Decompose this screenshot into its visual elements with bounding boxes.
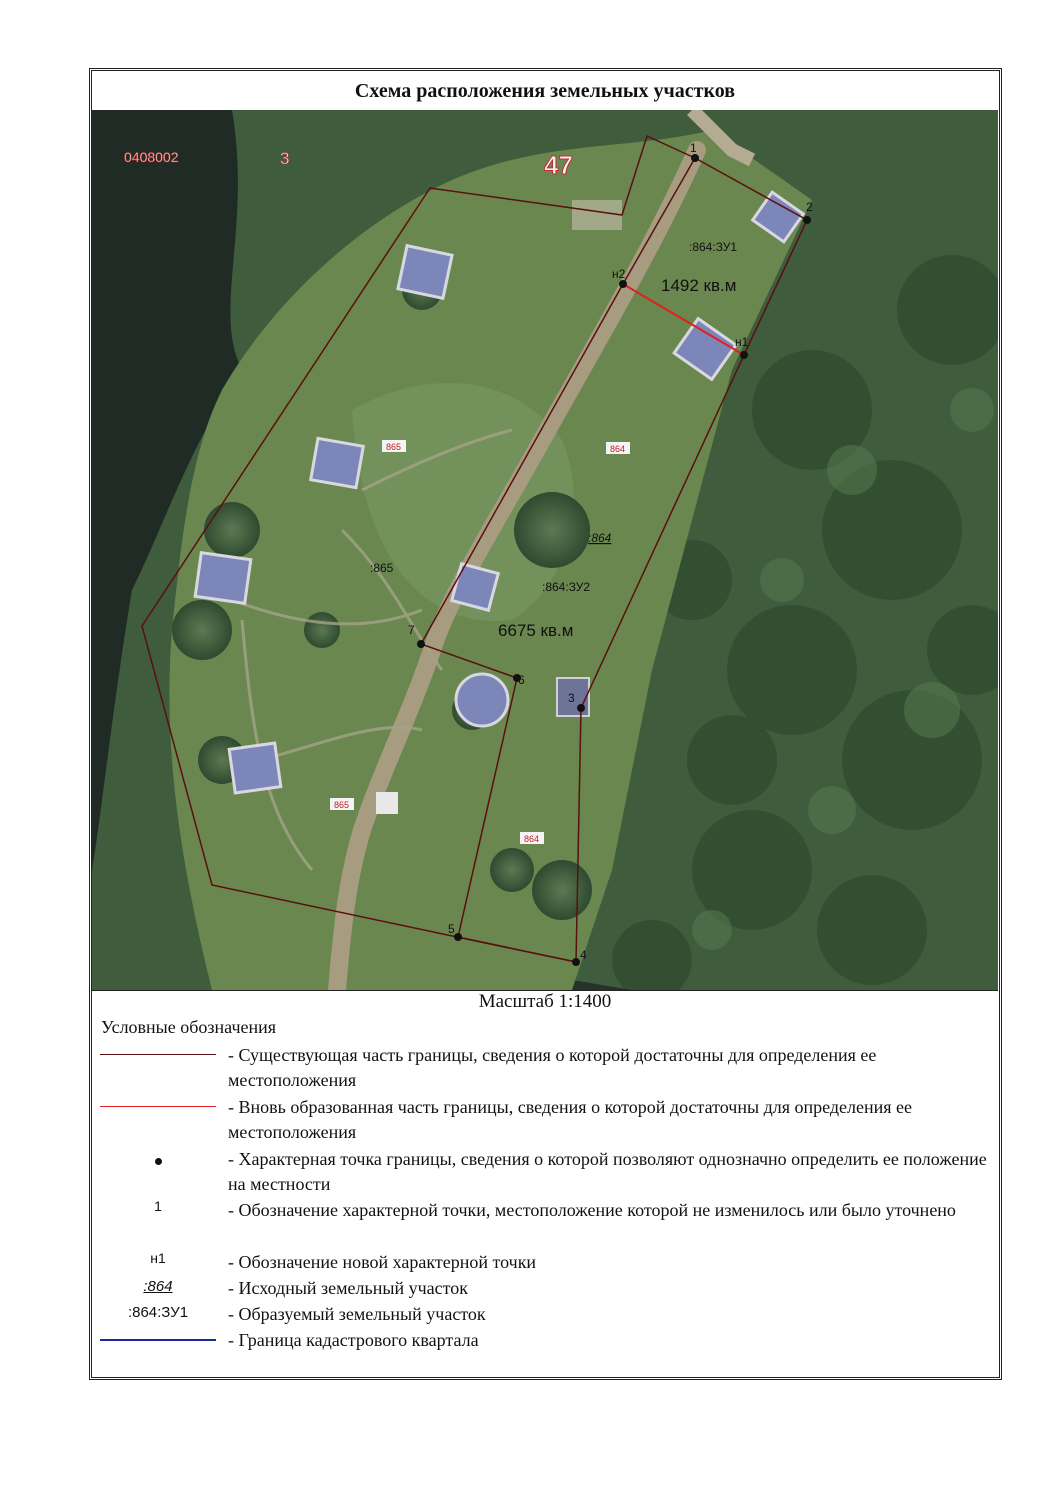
point-label-2: 2 [806, 200, 813, 214]
point-label-n1: н1 [735, 335, 749, 349]
page-title: Схема расположения земельных участков [92, 72, 998, 111]
parcel-zu2-label: :864:ЗУ2 [542, 580, 591, 594]
block-number-label: 47 [544, 150, 573, 180]
house-roof [195, 553, 251, 604]
legend-title: Условные обозначения [101, 1017, 277, 1037]
house-roof [311, 438, 364, 487]
legend-item-text: - Образуемый земельный участок [228, 1304, 486, 1324]
point-1 [691, 154, 699, 162]
point-3 [577, 704, 585, 712]
quarter-number-label: 3 [280, 149, 290, 168]
point-label-1: 1 [690, 141, 697, 155]
satellite-map [92, 110, 998, 991]
point-label-6: 6 [518, 673, 525, 687]
shed-roof [376, 792, 398, 814]
parcel-864-source-label: :864 [588, 531, 612, 545]
point-label-n2: н2 [612, 267, 626, 281]
quarter-code-label: 0408002 [124, 149, 179, 165]
house-roof [229, 743, 281, 793]
source-parcel-symbol: :864 [143, 1278, 173, 1295]
point-label-4: 4 [580, 948, 587, 962]
legend-item-text: - Граница кадастрового квартала [228, 1330, 479, 1350]
new-border-symbol [100, 1106, 216, 1107]
map-scale: Масштаб 1:1400 [478, 991, 612, 1012]
point-4 [572, 958, 580, 966]
parcel-865-label: :865 [370, 561, 394, 575]
parcel-zu1-label: :864:ЗУ1 [689, 240, 738, 254]
map-canvas [92, 110, 998, 990]
point-label-7: 7 [408, 623, 415, 637]
point-label-3: 3 [568, 691, 575, 705]
point-n2 [619, 280, 627, 288]
parcel-864-small-label-2: 864 [524, 834, 540, 844]
point-label-5: 5 [448, 922, 455, 936]
parcel-865-small-label: 865 [386, 442, 402, 452]
point-5 [454, 933, 462, 941]
new-parcel-symbol: :864:ЗУ1 [127, 1304, 189, 1321]
point-7 [417, 640, 425, 648]
point-dot-symbol [98, 1152, 218, 1168]
parcel-865-small-label-2: 865 [334, 800, 350, 810]
point-number-symbol: 1 [154, 1198, 162, 1214]
round-building [456, 674, 508, 726]
legend-item-text: - Существующая часть границы, сведения о которой достаточны для определения ее местоположения [228, 1045, 877, 1090]
legend-item-text: - Обозначение новой характерной точки [228, 1252, 537, 1272]
existing-border-symbol [100, 1054, 216, 1055]
quarter-border-symbol [100, 1339, 216, 1341]
legend-item-text: - Вновь образованная часть границы, сведения о которой достаточны для определения ее местоположения [228, 1097, 913, 1142]
yard-area [572, 200, 622, 230]
parcel-zu1-area: 1492 кв.м [661, 276, 737, 295]
legend-item-text: - Исходный земельный участок [228, 1278, 468, 1298]
legend-item-text: - Характерная точка границы, сведения о которой позволяют однозначно определить ее положение на местности [228, 1149, 987, 1194]
point-n1 [740, 351, 748, 359]
new-point-symbol: н1 [150, 1250, 166, 1266]
legend-item-text: - Обозначение характерной точки, местоположение которой не изменилось или было уточнено [228, 1200, 956, 1220]
house-roof [452, 564, 499, 611]
parcel-864-small-label: 864 [610, 444, 626, 454]
parcel-zu2-area: 6675 кв.м [498, 621, 574, 640]
house-roof [398, 246, 452, 299]
point-2 [803, 216, 811, 224]
